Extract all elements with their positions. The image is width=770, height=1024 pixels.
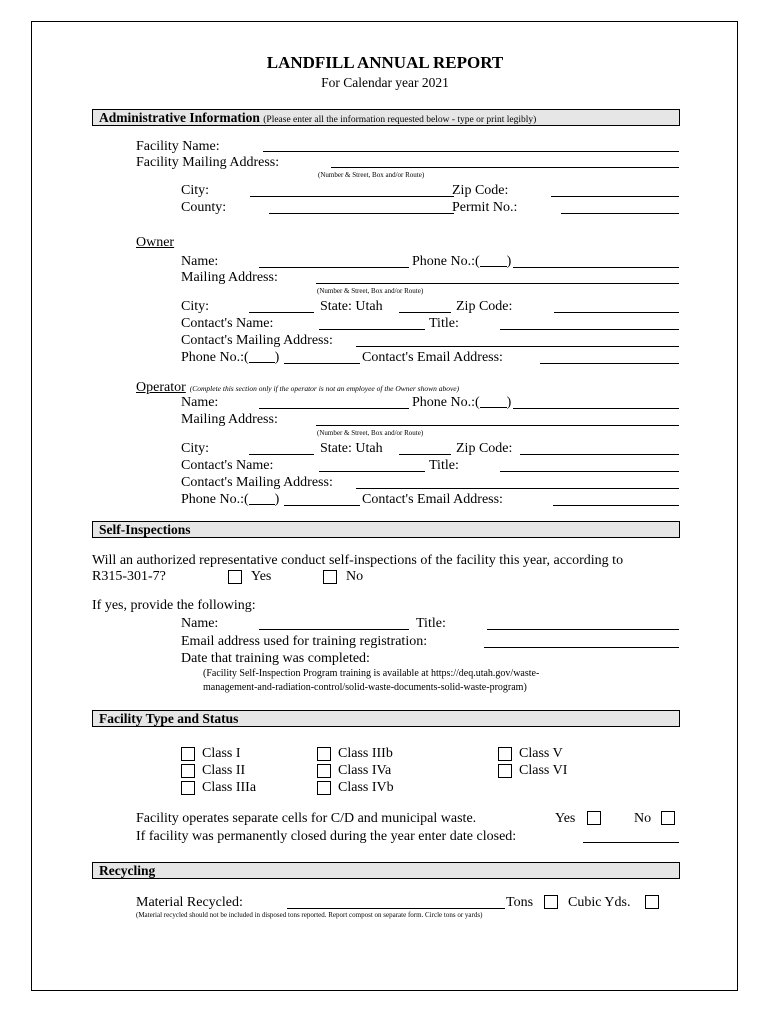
- owner-phone2-field[interactable]: [284, 363, 360, 364]
- owner-mailing-field[interactable]: [316, 283, 679, 284]
- permit-label: Permit No.:: [452, 200, 518, 215]
- operator-heading: Operator: [136, 380, 186, 395]
- closed-date-field[interactable]: [583, 842, 679, 843]
- operator-email-label: Contact's Email Address:: [362, 492, 503, 507]
- facility-type-header-label: Facility Type and Status: [99, 711, 239, 726]
- facility-name-field[interactable]: [263, 151, 679, 152]
- if-yes-label: If yes, provide the following:: [92, 598, 256, 613]
- operator-city-label: City:: [181, 441, 210, 456]
- operator-phone2-field[interactable]: [284, 505, 360, 506]
- operator-phone2-open: Phone No.:(: [181, 492, 249, 507]
- county-label: County:: [181, 200, 227, 215]
- section-header-recycling: [92, 862, 680, 879]
- self-inspection-question-line2: R315-301-7?: [92, 569, 166, 584]
- recycling-note: (Material recycled should not be included in disposed tons reported. Report compost on separate form. Circle tons or yards): [136, 911, 483, 919]
- zip-field[interactable]: [551, 196, 679, 197]
- operator-name-field[interactable]: [259, 408, 409, 409]
- class-iva-label: Class IVa: [338, 763, 392, 778]
- training-email-label: Email address used for training registration:: [181, 634, 428, 649]
- training-note-line1: (Facility Self-Inspection Program training is available at https://deq.utah.gov/waste-: [203, 668, 540, 679]
- operator-phone-label: [412, 395, 511, 411]
- class-iiia-checkbox[interactable]: [181, 781, 195, 795]
- training-email-field[interactable]: [484, 647, 679, 648]
- operator-zip-label: Zip Code:: [456, 441, 513, 456]
- report-subtitle: For Calendar year 2021: [321, 75, 449, 90]
- owner-name-field[interactable]: [259, 267, 409, 268]
- owner-phone-close: ): [506, 254, 512, 269]
- owner-email-label: Contact's Email Address:: [362, 350, 503, 365]
- county-field[interactable]: [269, 213, 454, 214]
- class-v-label: Class V: [519, 746, 563, 761]
- class-ivb-checkbox[interactable]: [317, 781, 331, 795]
- closed-date-label: If facility was permanently closed during the year enter date closed:: [136, 829, 517, 844]
- cubic-yds-checkbox[interactable]: [645, 895, 659, 909]
- separate-cells-label: Facility operates separate cells for C/D and municipal waste.: [136, 811, 477, 826]
- owner-contact-name-label: Contact's Name:: [181, 316, 274, 331]
- zip-label: Zip Code:: [452, 183, 509, 198]
- operator-phone-open: Phone No.:(: [412, 395, 480, 410]
- owner-phone-label: [412, 254, 511, 270]
- inspector-title-label: Title:: [416, 616, 446, 631]
- owner-zip-field[interactable]: [554, 312, 679, 313]
- report-title: LANDFILL ANNUAL REPORT: [266, 53, 504, 72]
- self-inspection-question-line1: Will an authorized representative conduct self-inspections of the facility this year, according to: [92, 553, 624, 568]
- city-field[interactable]: [250, 196, 454, 197]
- owner-city-field[interactable]: [249, 312, 314, 313]
- owner-phone2-open: Phone No.:(: [181, 350, 249, 365]
- owner-title-field[interactable]: [500, 329, 679, 330]
- operator-city-field[interactable]: [249, 454, 314, 455]
- owner-state-field[interactable]: [399, 312, 451, 313]
- separate-cells-no-checkbox[interactable]: [661, 811, 675, 825]
- class-iiia-label: Class IIIa: [202, 780, 257, 795]
- operator-phone-close: ): [506, 395, 512, 410]
- class-ii-label: Class II: [202, 763, 246, 778]
- class-iiib-checkbox[interactable]: [317, 747, 331, 761]
- operator-title-label: Title:: [429, 458, 459, 473]
- operator-heading-row: [136, 378, 459, 396]
- operator-note: (Complete this section only if the operator is not an employee of the Owner shown above): [189, 384, 460, 393]
- cubic-yds-label: Cubic Yds.: [568, 895, 631, 910]
- owner-contact-mailing-label: Contact's Mailing Address:: [181, 333, 333, 348]
- training-note-line2: management-and-radiation-control/solid-waste-documents-solid-waste-program): [203, 682, 527, 693]
- material-recycled-field[interactable]: [287, 908, 505, 909]
- city-label: City:: [181, 183, 210, 198]
- operator-email-field[interactable]: [553, 505, 679, 506]
- operator-phone2-close: ): [274, 492, 280, 507]
- class-ii-checkbox[interactable]: [181, 764, 195, 778]
- self-inspection-yes-checkbox[interactable]: [228, 570, 242, 584]
- owner-phone2-label: [181, 350, 279, 366]
- owner-address-hint: (Number & Street, Box and/or Route): [317, 287, 424, 295]
- operator-contact-name-field[interactable]: [319, 471, 425, 472]
- operator-zip-field[interactable]: [520, 454, 679, 455]
- owner-mailing-label: Mailing Address:: [181, 270, 278, 285]
- operator-phone-field[interactable]: [513, 408, 679, 409]
- inspector-name-field[interactable]: [259, 629, 409, 630]
- operator-state-field[interactable]: [399, 454, 451, 455]
- owner-name-label: Name:: [181, 254, 219, 269]
- facility-mailing-label: Facility Mailing Address:: [136, 155, 280, 170]
- owner-phone2-close: ): [274, 350, 280, 365]
- owner-email-field[interactable]: [540, 363, 679, 364]
- operator-address-hint: (Number & Street, Box and/or Route): [317, 429, 424, 437]
- owner-area-code-field[interactable]: [480, 254, 507, 267]
- operator-mailing-field[interactable]: [316, 425, 679, 426]
- owner-contact-name-field[interactable]: [319, 329, 425, 330]
- section-header-self-inspections: [92, 521, 680, 538]
- inspector-name-label: Name:: [181, 616, 219, 631]
- operator-contact-mailing-field[interactable]: [356, 488, 679, 489]
- class-vi-label: Class VI: [519, 763, 568, 778]
- operator-name-label: Name:: [181, 395, 219, 410]
- class-i-checkbox[interactable]: [181, 747, 195, 761]
- inspector-title-field[interactable]: [487, 629, 679, 630]
- owner-area-code2-field[interactable]: [249, 350, 275, 363]
- section-header-admin: [92, 109, 680, 126]
- operator-state-label: State: Utah: [320, 441, 383, 456]
- owner-heading: Owner: [136, 235, 175, 250]
- self-inspection-no-checkbox[interactable]: [323, 570, 337, 584]
- owner-zip-label: Zip Code:: [456, 299, 513, 314]
- operator-title-field[interactable]: [500, 471, 679, 472]
- tons-label: Tons: [506, 895, 534, 910]
- owner-phone-field[interactable]: [513, 267, 679, 268]
- operator-mailing-label: Mailing Address:: [181, 412, 278, 427]
- owner-title-label: Title:: [429, 316, 459, 331]
- address-hint: (Number & Street, Box and/or Route): [318, 171, 425, 179]
- operator-phone2-label: [181, 492, 279, 508]
- self-inspection-yes-label: Yes: [251, 569, 272, 584]
- training-date-label: Date that training was completed:: [181, 651, 370, 666]
- owner-contact-mailing-field[interactable]: [356, 346, 679, 347]
- material-recycled-label: Material Recycled:: [136, 895, 243, 910]
- class-ivb-label: Class IVb: [338, 780, 394, 795]
- operator-area-code2-field[interactable]: [249, 492, 275, 505]
- operator-area-code-field[interactable]: [480, 395, 507, 408]
- facility-name-label: Facility Name:: [136, 139, 220, 154]
- class-v-checkbox[interactable]: [498, 747, 512, 761]
- operator-contact-mailing-label: Contact's Mailing Address:: [181, 475, 333, 490]
- recycling-header-label: Recycling: [99, 863, 156, 878]
- admin-header-label: Administrative Information: [99, 110, 260, 125]
- separate-cells-yes-label: Yes: [555, 811, 576, 826]
- class-iva-checkbox[interactable]: [317, 764, 331, 778]
- class-vi-checkbox[interactable]: [498, 764, 512, 778]
- operator-contact-name-label: Contact's Name:: [181, 458, 274, 473]
- facility-mailing-field[interactable]: [331, 167, 679, 168]
- admin-header-note: (Please enter all the information requested below - type or print legibly): [263, 115, 537, 125]
- separate-cells-yes-checkbox[interactable]: [587, 811, 601, 825]
- owner-city-label: City:: [181, 299, 210, 314]
- section-header-facility-type: [92, 710, 680, 727]
- permit-field[interactable]: [561, 213, 679, 214]
- class-i-label: Class I: [202, 746, 241, 761]
- tons-checkbox[interactable]: [544, 895, 558, 909]
- separate-cells-no-label: No: [634, 811, 652, 826]
- class-iiib-label: Class IIIb: [338, 746, 393, 761]
- self-inspection-no-label: No: [346, 569, 364, 584]
- owner-state-label: State: Utah: [320, 299, 383, 314]
- self-inspections-header-label: Self-Inspections: [99, 522, 191, 537]
- owner-phone-open: Phone No.:(: [412, 254, 480, 269]
